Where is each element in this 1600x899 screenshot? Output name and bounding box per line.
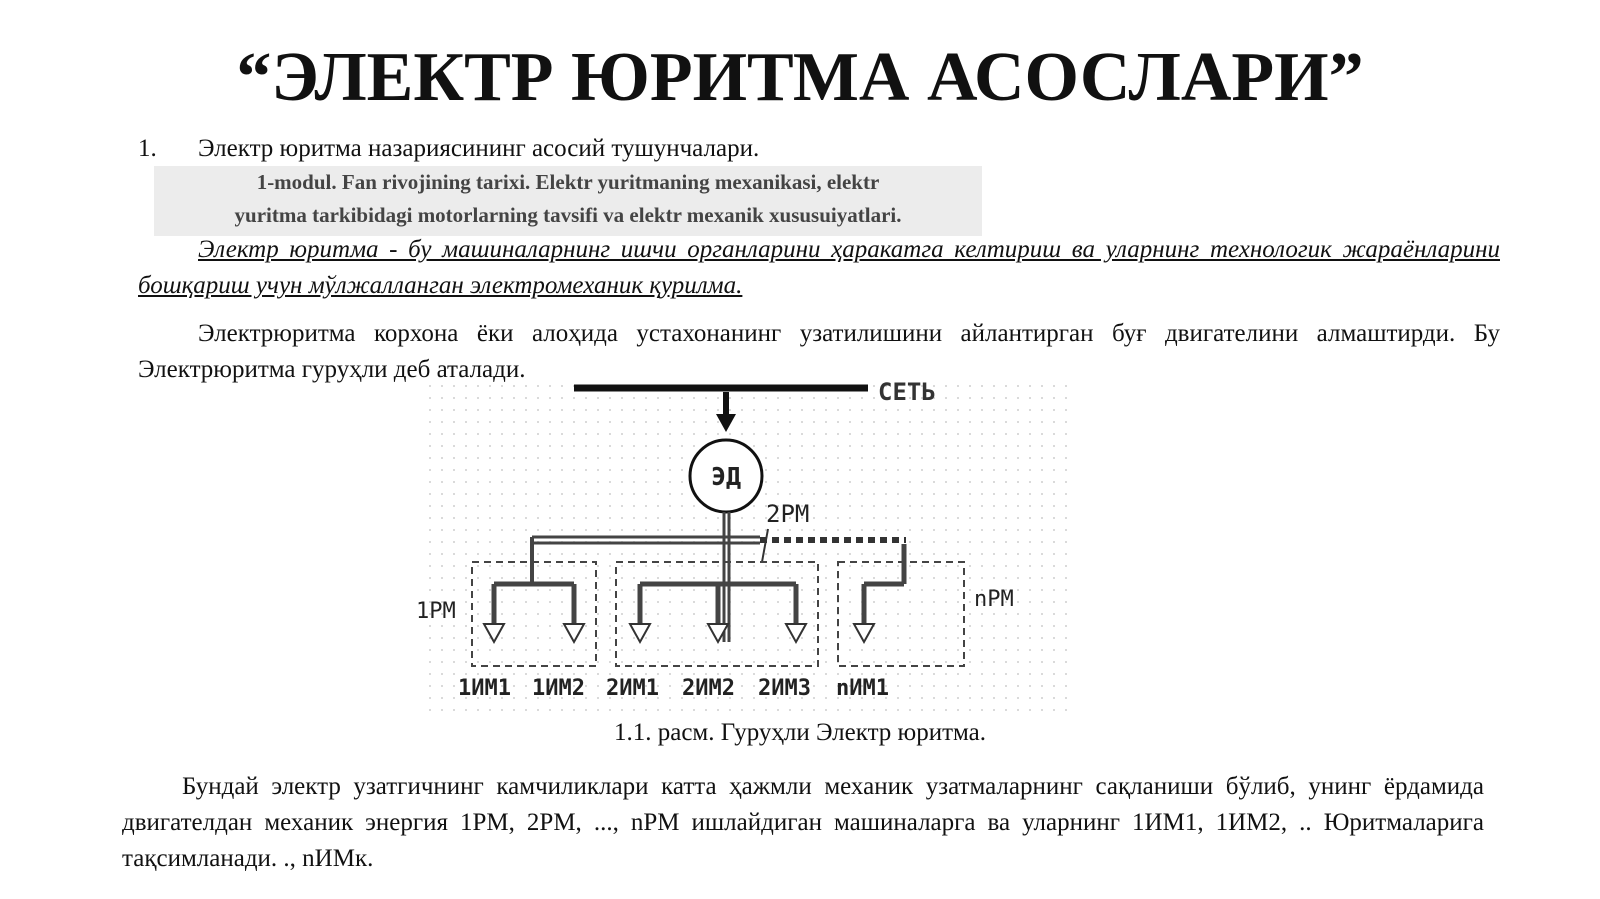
module-line-2: yuritma tarkibidagi motorlarning tavsifi va elektr mexanik xususuiyatlari. (234, 203, 902, 227)
im-label: 1ИМ1 (458, 676, 511, 701)
paragraph-2 (138, 316, 1500, 388)
definition-paragraph (138, 232, 1500, 304)
module-line-1: 1-modul. Fan rivojining tarixi. Elektr yuritmaning mexanikasi, elektr (256, 170, 880, 194)
figure-caption: 1.1. расм. Гуруҳли Электр юритма. (613, 719, 987, 746)
im-label: 1ИМ2 (532, 676, 585, 701)
paragraph-3 (122, 769, 1484, 877)
rm2-label: 2РМ (766, 500, 810, 528)
rmn-label: nРМ (974, 587, 1014, 612)
paragraph-2-text: Электрюритма корхона ёки алоҳида устахонанинг узатилишини айлантирган буғ двигателини алмаштирди. Бу Электрюритма гуруҳли деб аталади. (138, 320, 1500, 383)
network-label: СЕТЬ (878, 378, 936, 406)
list-number: 1. (138, 135, 157, 162)
im-label: 2ИМ1 (606, 676, 659, 701)
group-drive-diagram (416, 378, 1068, 724)
im-label: 2ИМ2 (682, 676, 735, 701)
definition-text: Электр юритма - бу машиналарнинг ишчи органларини ҳаракатга келтириш ва уларнинг технологик жараёнларини бошқариш учун мўлжалланган электромеханик қурилма. (138, 236, 1500, 299)
im-label: nИМ1 (836, 676, 889, 701)
dotted-background (428, 384, 1068, 720)
list-item-text: Электр юритма назариясининг асосий тушунчалари. (198, 135, 760, 162)
page-title: “ЭЛЕКТР ЮРИТМА АСОСЛАРИ” (236, 39, 1364, 116)
im-label: 2ИМ3 (758, 676, 811, 701)
rm1-label: 1РМ (416, 599, 456, 624)
motor-label: ЭД (710, 462, 742, 491)
paragraph-3-text: Бундай электр узатгичнинг камчиликлари катта ҳажмли механик узатмаларнинг сақланиши бўлиб, унинг ёрдамида двигателдан механик энергия 1РМ, 2РМ, ..., nРМ ишлайдиган машиналарга ва уларнинг 1ИМ1, 1ИМ2, .. Юритмаларига тақсимланади. ., nИМк. (122, 773, 1484, 872)
module-box (154, 166, 982, 236)
